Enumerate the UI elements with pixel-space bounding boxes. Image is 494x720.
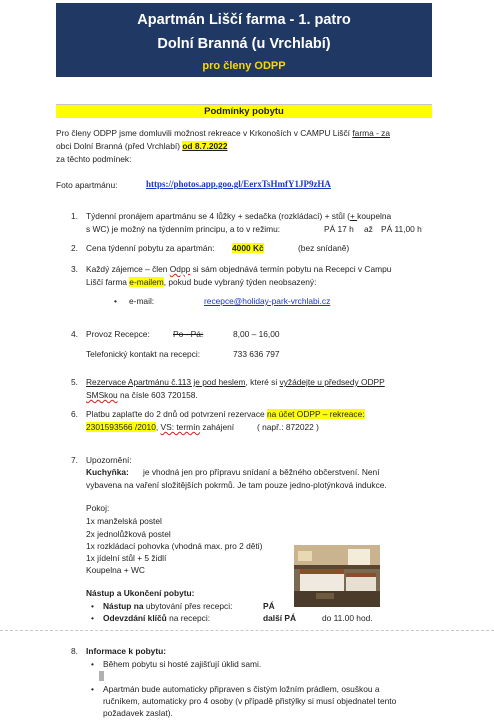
title-line-1: Apartmán Liščí farma - 1. patro	[137, 12, 351, 28]
item-number-7: 7.	[71, 455, 78, 465]
warning-title: Upozornění:	[86, 455, 132, 465]
item-number-4: 4.	[71, 329, 78, 339]
item-number-3: 3.	[71, 264, 78, 274]
item-6-line-2: 2301593566 /2010, VS: termín zahájení	[86, 422, 235, 432]
apartment-photo	[294, 545, 380, 607]
info-title: Informace k pobytu:	[86, 646, 167, 656]
cursor-mark	[99, 671, 104, 681]
reception-days: Po - Pá:	[173, 329, 204, 339]
departure-time: do 11.00 hod.	[322, 613, 373, 623]
subtitle: pro členy ODPP	[202, 60, 286, 72]
bullet-icon: •	[114, 296, 117, 306]
room-item: Koupelna + WC	[86, 565, 145, 575]
vs-example: ( např.: 872022 )	[257, 422, 319, 432]
item-number-6: 6.	[71, 409, 78, 419]
conditions-heading: Podmínky pobytu	[56, 104, 432, 118]
item-number-2: 2.	[71, 243, 78, 253]
kitchen-line-2: vybavena na vaření složitějších pokrmů. Je tam pouze jedno-plotýnková indukce.	[86, 480, 387, 490]
email-link[interactable]: recepce@holiday-park-vrchlabi.cz	[204, 296, 331, 306]
email-label: e-mail:	[129, 296, 155, 306]
departure-day: další PÁ	[263, 613, 297, 623]
item-3-line-1: Každý zájemce – člen Odpp si sám objednává termín pobytu na Recepci v Campu	[86, 264, 392, 274]
room-item: 1x manželská postel	[86, 516, 162, 526]
arrival-line: Nástup na ubytování přes recepci:	[103, 601, 233, 611]
reception-label: Provoz Recepce:	[86, 329, 150, 339]
bullet-icon: •	[91, 659, 94, 669]
photo-link[interactable]: https://photos.app.goo.gl/EerxTsHmfY1JP9zHA	[146, 179, 331, 189]
item-2-label: Cena týdenní pobytu za apartmán:	[86, 243, 215, 253]
item-1-line-1: Týdenní pronájem apartmánu se 4 lůžky + sedačka (rozkládací) + stůl (+ koupelna	[86, 211, 392, 221]
title-banner	[56, 3, 432, 77]
reception-hours: 8,00 – 16,00	[233, 329, 280, 339]
page-divider	[0, 630, 494, 631]
room-item: 1x rozkládací pohovka (vhodná max. pro 2 děti)	[86, 541, 263, 551]
bullet-icon: •	[91, 613, 94, 623]
info-linen-line-2: ručníkem, automaticky pro 4 osoby (v případě přistýlky si musí objednatel tento	[103, 696, 397, 706]
kitchen-label: Kuchyňka:	[86, 467, 129, 477]
item-5-line-2: SMSkou na čísle 603 720158.	[86, 390, 198, 400]
room-item: 1x jídelní stůl + 5 židlí	[86, 553, 167, 563]
item-1-line-2: s WC) je možný na týdenním principu, a to v režimu:	[86, 224, 281, 234]
info-cleaning: Během pobytu si hosté zajišťují úklid sami.	[103, 659, 262, 669]
item-1-to: PÁ 11,00 h	[381, 224, 422, 234]
price-note: (bez snídaně)	[298, 243, 350, 253]
item-5-line-1: Rezervace Apartmánu č.113 je pod heslem, které si vyžádejte u předsedy ODPP	[86, 377, 385, 387]
item-1-until: až	[364, 224, 373, 234]
item-number-5: 5.	[71, 377, 78, 387]
price: 4000 Kč	[232, 243, 264, 253]
phone-number: 733 636 797	[233, 349, 280, 359]
bedroom-image-icon	[294, 545, 380, 607]
item-3-line-2: Liščí farma e-mailem, pokud bude vybraný týden neobsazený:	[86, 277, 317, 287]
title-line-2: Dolní Branná (u Vrchlabí)	[157, 36, 331, 52]
intro-line-3: za těchto podmínek:	[56, 154, 132, 164]
arrival-title: Nástup a Ukončení pobytu:	[86, 588, 195, 598]
departure-line: Odevzdání klíčů na recepci:	[103, 613, 211, 623]
photo-label: Foto apartmánu:	[56, 180, 118, 190]
info-linen-line-3: požadavek zaslat).	[103, 708, 173, 718]
phone-label: Telefonický kontakt na recepci:	[86, 349, 201, 359]
bullet-icon: •	[91, 684, 94, 694]
item-number-1: 1.	[71, 211, 78, 221]
info-linen-line-1: Apartmán bude automaticky připraven s čistým ložním prádlem, osuškou a	[103, 684, 380, 694]
intro-line-1: Pro členy ODPP jsme domluvili možnost rekreace v Krkonoších v CAMPU Liščí farma - za	[56, 128, 391, 138]
item-number-8: 8.	[71, 646, 78, 656]
item-1-from: PÁ 17 h	[324, 224, 354, 234]
kitchen-line-1: je vhodná jen pro přípravu snídaní a běžného občerstvení. Není	[143, 467, 380, 477]
intro-line-2: obci Dolní Branná (před Vrchlabí) od 8.7.2022	[56, 141, 228, 151]
item-6-line-1: Platbu zaplaťte do 2 dnů od potvrzení rezervace na účet ODPP – rekreace:	[86, 409, 365, 419]
room-title: Pokoj:	[86, 503, 110, 513]
arrival-day: PÁ	[263, 601, 275, 611]
bullet-icon: •	[91, 601, 94, 611]
room-item: 2x jednolůžková postel	[86, 529, 171, 539]
